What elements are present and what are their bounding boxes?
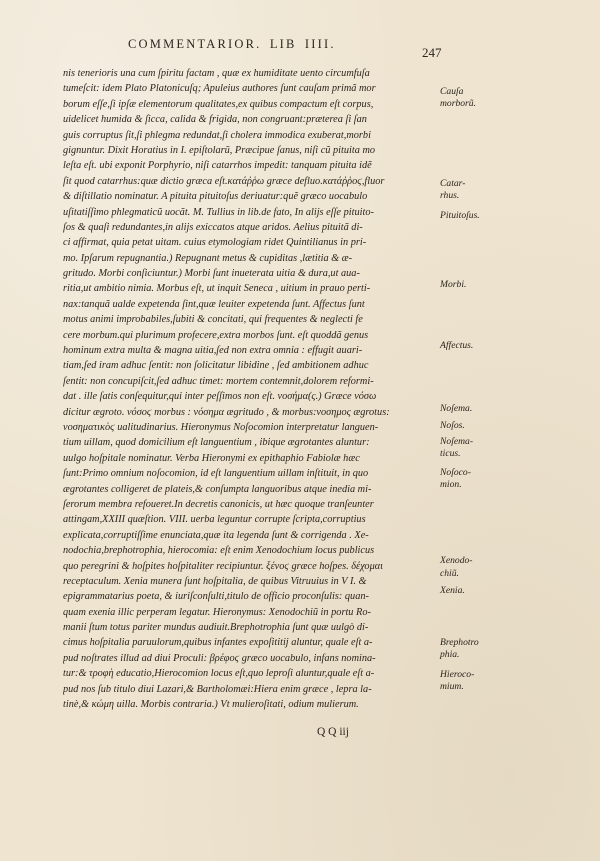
page-number: 247 bbox=[422, 45, 442, 60]
margin-note: Noſoco- bbox=[440, 467, 471, 478]
margin-note: phia. bbox=[440, 649, 460, 660]
margin-note: Xenodo- bbox=[440, 555, 473, 566]
margin-note: rhus. bbox=[440, 190, 460, 201]
text-line: tumeſcit: idem Plato Platonicuſq; Apuleius authores ſunt cauſam primã mor bbox=[63, 83, 376, 95]
text-line: gritudo. Morbi conſiciuntur.) Morbi ſunt inueterata uitia & dura,ut aua- bbox=[63, 268, 360, 280]
text-line: receptaculum. Xenia munera ſunt hoſpitalia, de quibus Vitruuius in V I. & bbox=[63, 575, 367, 587]
margin-note: Affectus. bbox=[440, 340, 474, 351]
text-line: guis corruptus ſit,ſi phlegma redundat,ſi cholera immodica exuberat,morbi bbox=[63, 129, 371, 141]
text-line: tinè,& κώμη uilla. Morbis contraria.) Vt mulieroſitati, odium mulierum. bbox=[63, 699, 359, 711]
text-line: borum eſſe,ſi ipſæ elementorum qualitates,ex quibus compactum eſt corpus, bbox=[63, 98, 374, 110]
margin-note: mion. bbox=[440, 479, 462, 490]
text-line: attingam,XXIII quæſtion. VIII. uerba leguntur corrupte ſcripta,corruptius bbox=[63, 514, 366, 526]
text-line: ſerorum membra refoueret.In decretis canonicis, ut hæc quoque tranſeunter bbox=[63, 498, 374, 510]
margin-note: Pituitoſus. bbox=[440, 210, 480, 221]
text-line: nis tenerioris una cum ſpiritu factam , quæ ex humiditate uento circumfuſa bbox=[63, 68, 370, 79]
text-line: ritia,ut ambitio nimia. Morbus eſt, ut inquit Seneca , uitium in prauo perti- bbox=[63, 283, 371, 295]
text-line: gignuntur. Dixit Horatius in I. epiſtolarũ, Præcipue ſanus, niſi cũ pituita mo bbox=[63, 144, 376, 156]
text-line: explicata,corruptiſſime enunciata,quæ ita legenda ſunt & corrigenda . Xe- bbox=[63, 529, 369, 541]
text-line: dat . ille ſatis conſequitur,qui inter peſſimos non eſt. νοσήμα(ς.) Græce νόσω bbox=[63, 391, 377, 403]
margin-note: Hieroco- bbox=[440, 669, 475, 680]
text-line: motus animi improbabiles,ſubiti & concitati, qui frequentes & neglecti fe bbox=[63, 314, 363, 326]
text-line: hominum extra multa & magna uitia,ſed non extra omnia : effugit auari- bbox=[63, 345, 363, 357]
text-line: ægrotantes colligeret de plateis,& conſumpta languoribus atque inedia mi- bbox=[63, 483, 372, 495]
margin-note: Noſema. bbox=[440, 403, 473, 414]
text-line: quam exenia illic perperam legatur. Hieronymus: Xenodochiũ in portu Ro- bbox=[63, 606, 371, 618]
text-line: pud nos ſub titulo diui Lazari,& Bartholomæi:Hiera enim græce , lepra la- bbox=[63, 683, 372, 695]
margin-note: Xenia. bbox=[440, 585, 465, 596]
margin-note: Noſos. bbox=[440, 420, 465, 431]
text-line: ci affirmat, quia petat uitam. cuius etymologiam ridet Quintilianus in pri- bbox=[63, 237, 367, 249]
text-line: nodochia,brephotrophia, hierocomia: eſt enim Xenodochium locus publicus bbox=[63, 545, 375, 557]
text-line: uidelicet humida & ſicca, calida & frigida, non congruant:præterea ſi ſan bbox=[63, 114, 367, 126]
text-line: ſos & quaſi redundantes,in alijs exiccatos atque aridos. Aelius pituitã di- bbox=[63, 221, 363, 233]
margin-note: Morbi. bbox=[440, 279, 467, 290]
text-line: uulgo hoſpitale nominatur. Verba Hieronymi ex epithaphio Fabiolæ hæc bbox=[63, 452, 360, 464]
text-line: cere morbum.qui plurimum profecere,extra morbos ſunt. eſt quoddã genus bbox=[63, 329, 369, 341]
text-line: mo. Ipſarum repugnantia.) Repugnant metus & cupiditas ,lætitia & æ- bbox=[63, 252, 353, 264]
signature-mark: Q Q iij bbox=[317, 726, 349, 738]
text-line: uſitatiſſimo phlegmaticũ uocãt. M. Tullius in lib.de fato, In alijs eſſe pituito- bbox=[63, 206, 374, 218]
text-line: cimus hoſpitalia paruulorum,quibus infantes expoſititij aluntur, quale eſt a- bbox=[63, 637, 373, 649]
text-line: pud noſtrates illud ad diui Proculi: βρέφοϛ græco uocabulo, infans nomina- bbox=[63, 652, 376, 664]
text-line: & diſtillatio nominatur. A pituita pituitoſus deriuatur:quẽ græco uocabulo bbox=[63, 191, 368, 203]
margin-note: morborũ. bbox=[440, 98, 476, 109]
text-line: quo peregrini & hoſpites hoſpitaliter recipiuntur. ξένοϛ græce hoſpes. δέχομαι bbox=[63, 560, 384, 572]
margin-note: Brephotro bbox=[440, 637, 479, 648]
text-line: ſentit: non concupiſcit,ſed adhuc timet: mortem contemnit,dolorem reformi- bbox=[63, 375, 374, 387]
text-line: ſunt:Primo omnium noſocomion, id eſt languentium uillam inſtituit, in quo bbox=[63, 468, 369, 480]
text-line: tiam,ſed iram adhuc ſentit: non ſolicitatur libidine , ſed ambitionem adhuc bbox=[63, 360, 369, 372]
text-line: νοσηματικὸϛ ualitudinarius. Hieronymus Noſocomion interpretatur languen- bbox=[63, 421, 379, 433]
text-line: manii ſtum totus pariter mundus audiuit.Brephotrophia ſunt quæ uulgò di- bbox=[63, 622, 369, 634]
text-line: tium uillam, quod domicilium eſt languentium , ibique ægrotantes aluntur: bbox=[63, 437, 370, 449]
commentary-text bbox=[63, 66, 425, 712]
text-line: leſta eſt. ubi exponit Porphyrio, niſi catarrhos impedit: tanquam pituita idẽ bbox=[63, 160, 372, 172]
text-line: tur:& τροφὴ educatio,Hierocomion locus eſt,quo leproſi aluntur,quale eſt a- bbox=[63, 668, 375, 680]
margin-note: mium. bbox=[440, 681, 464, 692]
text-line: nax:tanquã ualde expetenda ſint,quæ leuiter expetenda ſunt. Affectus ſunt bbox=[63, 298, 365, 310]
margin-note: Cauſa bbox=[440, 86, 464, 97]
margin-note: chiũ. bbox=[440, 568, 459, 579]
text-line: dicitur ægroto. νόσοϛ morbus : νόσημα ægritudo , & morbus:νοσημος ægrotus: bbox=[63, 406, 390, 418]
margin-note: Catar- bbox=[440, 178, 466, 189]
margin-note: ticus. bbox=[440, 448, 461, 459]
margin-note: Noſema- bbox=[440, 436, 474, 447]
text-line: epigrammatarius poeta, & iuriſconſulti,titulo de officio proconſulis: quan- bbox=[63, 591, 369, 603]
text-line: ſit quod catarrhus:quæ dictio græca eſt.κατάῤῥω græce defluo.κατάῤῥοϛ,fluor bbox=[63, 175, 385, 187]
running-head: COMMENTARIOR. LIB IIII. bbox=[128, 37, 336, 51]
